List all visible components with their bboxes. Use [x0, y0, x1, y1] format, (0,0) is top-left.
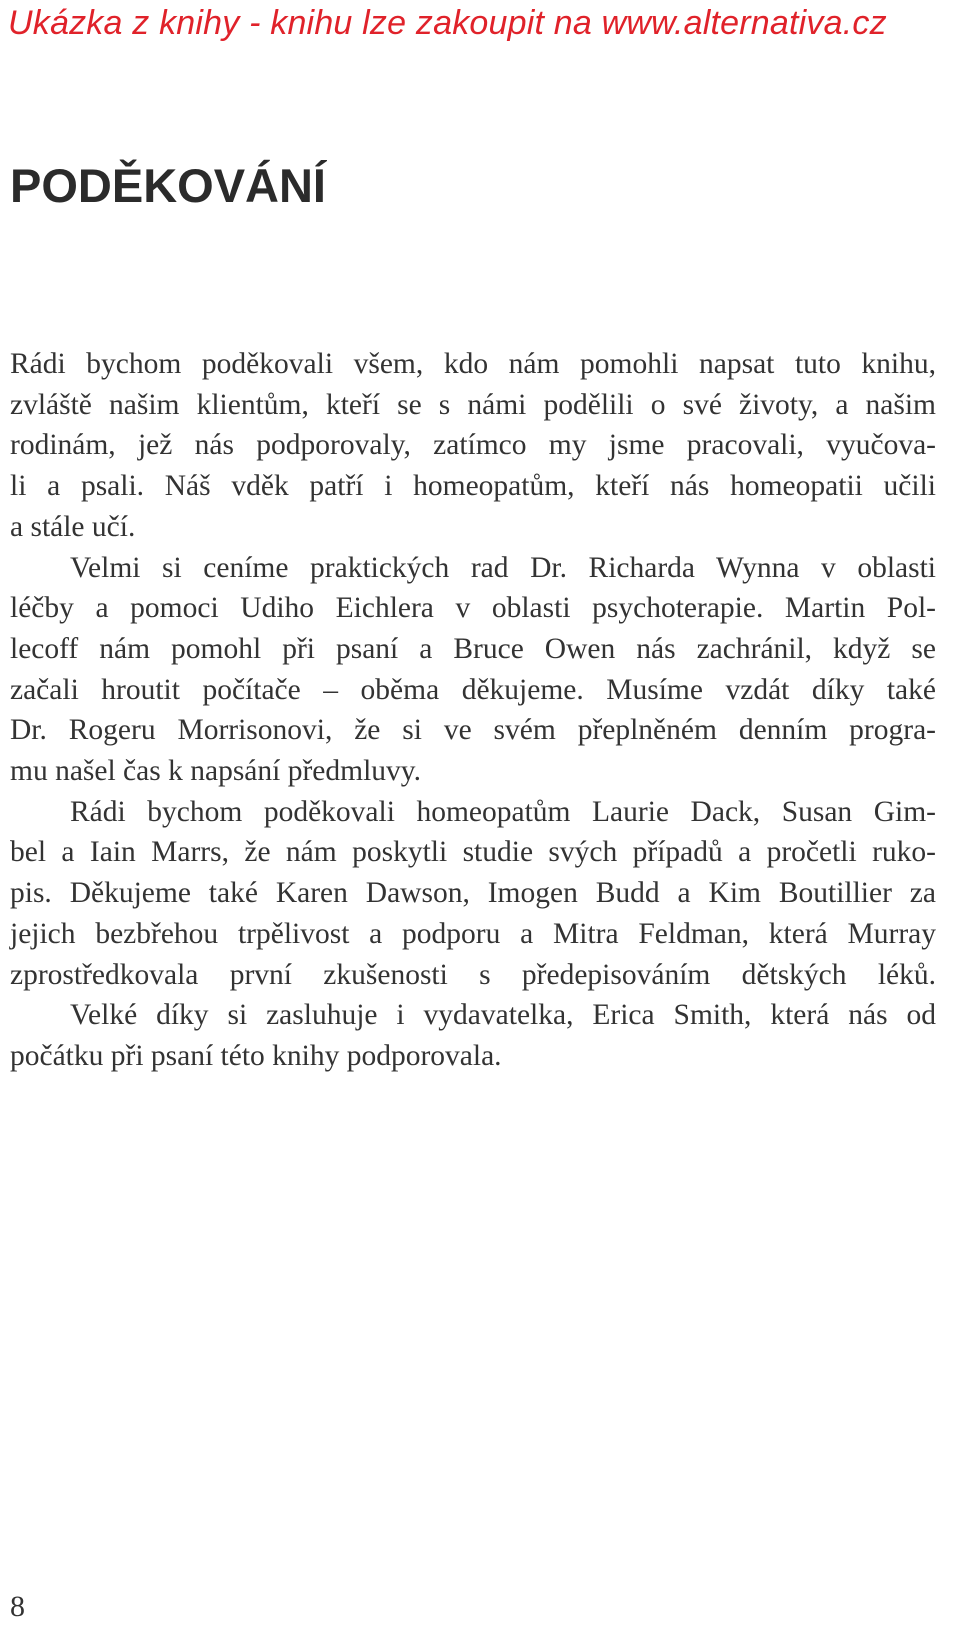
text-line: začali hroutit počítače – oběma děkujeme. Musíme vzdát díky také [10, 673, 936, 706]
text-line: li a psali. Náš vděk patří i homeopatům, kteří nás homeopatii učili [10, 470, 936, 503]
page-title: PODĚKOVÁNÍ [10, 159, 326, 212]
text-line: Velmi si ceníme praktických rad Dr. Richarda Wynna v oblasti [70, 551, 936, 584]
text-line: zvláště našim klientům, kteří se s námi podělili o své životy, a našim [10, 388, 936, 421]
text-line: mu našel čas k napsání předmluvy. [10, 755, 421, 788]
text-line: Velké díky si zasluhuje i vydavatelka, Erica Smith, která nás od [70, 999, 936, 1032]
paragraph-2 [10, 548, 936, 792]
paragraph-4 [10, 995, 936, 1076]
promo-banner: Ukázka z knihy - knihu lze zakoupit na www.alternativa.cz [8, 4, 887, 42]
paragraph-3 [10, 792, 936, 996]
text-line: bel a Iain Marrs, že nám poskytli studie svých případů a pročetli ruko- [10, 836, 936, 869]
text-line: rodinám, jež nás podporovaly, zatímco my jsme pracovali, vyučova- [10, 429, 936, 462]
text-line: pis. Děkujeme také Karen Dawson, Imogen Budd a Kim Boutillier za [10, 877, 936, 910]
page-number: 8 [10, 1590, 25, 1623]
text-line: lecoff nám pomohl při psaní a Bruce Owen nás zachránil, když se [10, 632, 936, 665]
paragraph-1 [10, 344, 936, 548]
text-line: jejich bezbřehou trpělivost a podporu a Mitra Feldman, která Murray [10, 917, 936, 950]
text-line: Dr. Rogeru Morrisonovi, že si ve svém přeplněném denním progra- [10, 714, 936, 747]
text-line: léčby a pomoci Udiho Eichlera v oblasti psychoterapie. Martin Pol- [10, 592, 936, 625]
acknowledgements-body [10, 344, 936, 1077]
text-line: Rádi bychom poděkovali homeopatům Laurie Dack, Susan Gim- [70, 795, 936, 828]
text-line: Rádi bychom poděkovali všem, kdo nám pomohli napsat tuto knihu, [10, 348, 936, 380]
text-line: zprostředkovala první zkušenosti s předepisováním dětských léků. [10, 958, 936, 991]
text-line: a stále učí. [10, 510, 136, 543]
text-line: počátku při psaní této knihy podporovala. [10, 1039, 502, 1072]
